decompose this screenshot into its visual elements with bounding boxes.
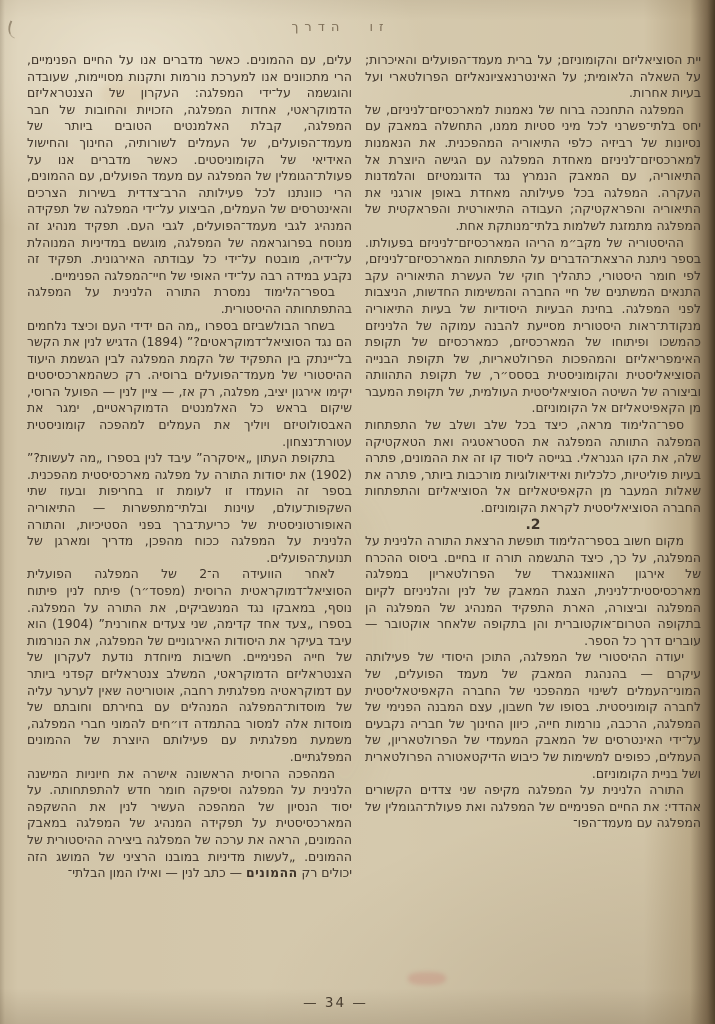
- paragraph: מקום חשוב בספר־הלימוד תופשת הרצאת התורה הלנינית על המפלגה, על כך, כיצד התגשמה תורה זו בחיים. ביסוס ההכרח של אירגון האוואנגארד של הפרולטאריון במפלגה מארכסיסטית־לנינית, הצגת המאבק של לנין והלניניזם לקיום המפלגה וביצורה, הארת התפקיד המנהיג של המפלגה הן בתקופה הטרום־אוקטוברית והן בתקופה שלאחר אוקטובר — עוברים דרך כל הספר.: [365, 533, 701, 648]
- paragraph: המפלגה התחנכה ברוח של נאמנות למארכסיזם־לניניזם, של יחס בלתי־פשרני לכל מיני סטיות ממנו, התחשלה במאבק עם נסיונות של רביזיה כלפי התיאוריה המהפכנית. את הנאמנות למארכסיזם־לניניזם מאחדת המפלגה עם הגישה היוצרת אל התיאוריה, עם המאבק הנמרץ נגד הדוגמטיזם והלמדנות העקרה. המפלגה בכל פעילותה מאחדת באופן אורגני את התיאוריה והפראקטיקה; העבודה התיאורטית והפראקטית של המפלגה מתמזגת לשלמות בלתי־מנותקת אחת.: [365, 101, 701, 233]
- paper-stain: [408, 972, 446, 985]
- paragraph: ספר־הלימוד מראה, כיצד בכל שלב ושלב של התפתחות המפלגה התוותה המפלגה את הסטראטגיה ואת הטאקטיקה שלה, את הקו הגנראלי. בגייסה ליסוד קו זה את ההמונים, פתרה בעיות פוליטיות, כלכליות ואידיאולוגיות מורכבות ביותר, פתרה את שאלות המעבר מן הקאפיטאליזם אל הסוציאליזם והתפתחות החברה הסוציאליסטית לקראת הקומוניזם.: [365, 417, 701, 516]
- paragraph: לאחר הוועידה ה־2 של המפלגה הפועלית הסוציאל־דמוקראטית הרוסית (מפסד״ר) פיתח לנין פיתוח נוסף, במאבקו נגד המנשביקים, את התורה על המפלגה. בספרו „צעד אחד קדימה, שני צעדים אחורנית” (1904) הוא עיבד בעיקר את היסודות האירגוניים של המפלגה, את הנורמות של חייה הפנימיים. חשיבות מיוחדת נודעת לעקרון של הצנטראליזם הדמוקראטי, המשלב צנטראליזם קפדני ביותר עם דמוקראטיה מפלגתית רחבה, אוטוריטה שאין לערער עליה של מוסדות־המפלגה המנהלים עם בחירתם וחובתם של מוסדות אלה למסור בהתמדה דו״חים להמוני חברי המפלגה, משמעת מפלגתית עם פעילותם היוצרת של ההמונים המפלגתיים.: [27, 566, 353, 764]
- text-column-right: [365, 52, 701, 832]
- paragraph: יעודה ההיסטורי של המפלגה, התוכן היסודי של פעילותה עיקרם — בהנהגת המאבק של מעמד הפועלים, של המוני־העמלים לשינוי המהפכני של החברה הקאפיטאליסטית לחברה קומוניסטית. בסופו של חשבון, עצם המבנה הפנימי של המפלגה, הרכבה, נורמות חייה, כיוון החינוך של חבריה נקבעים על־ידי האינטרסים של המאבק המעמדי של הפרולטאריון, של העמלים, כפופים למשימות של כיבוש הדיקטאטורה הפרולטארית ושל בניית הקומוניזם.: [365, 649, 701, 781]
- section-number: 2.: [525, 516, 541, 533]
- paragraph: בשחר הבולשביזם בספרו „מה הם ידידי העם וכיצד נלחמים הם נגד הסוציאל־דמוקראטים?” (1894) הדגיש לנין את הקשר בל־יינתק בין התפקיד של הקמת המפלגה לבין הגשמת היעוד ההיסטורי של מעמד־הפועלים ברוסיה. רק כשהמארכסיסטים יקימו אירגון יציב, מפלגה, רק אז, — ציין לנין — הפועל הרוסי, שיקום בראש כל האלמנטים הדמוקראטיים, ימגר את האבסולוטיזם ויוליך את העמלים למהפכה קומוניסטית עטורת־נצחון.: [27, 317, 353, 449]
- paragraph: בספר־הלימוד נמסרת התורה הלנינית על המפלגה בהתפתחותה ההיסטורית.: [27, 284, 352, 316]
- paragraph: עלים, עם ההמונים. כאשר מדברים אנו על החיים הפנימיים, הרי מתכוונים אנו למערכת נורמות ותקנות מסויימות, שעובדה והוגשמה על־ידי המפלגה: העקרון של הצנטראליזם הדמוקראטי, אחדות המפלגה, הזכויות והחובות של חבר המפלגה, קבלת האלמנטים הטובים ביותר של מעמד־הפועלים, של העמלים לשורותיה, החינוך והחישול האידיאי של הקומוניסטים. כאשר מדברים אנו על פעולת־הגומלין של המפלגה עם מעמד הפועלים, עם ההמונים, הרי כוונתנו לכל פעילותה הרב־צדדית בשירות הצרכים והאינטרסים של העמלים, הביצוע על־ידי המפלגה של תפקידה המנהיג לגבי מעמד־הפועלים, לגבי העם. תפקיד מנהיג זה מנוסח בפרוגראמה של המפלגה, מוגשם במדיניות המנוהלת על־ידיה, מובטח על־ידי כל עבודתה האירגונית. תפקיד זה נקבע במידה רבה על־ידי האופי של חיי־המפלגה הפנימיים.: [27, 52, 352, 283]
- text-column-left: [27, 52, 352, 882]
- paragraph: יית הסוציאליזם והקומוניזם; על ברית מעמד־הפועלים והאיכרות; על השאלה הלאומית; על האינטרנאציונאליזם הפרולטארי ועל בעיות אחרות.: [365, 52, 701, 101]
- paragraph-text: המהפכה הרוסית הראשונה אישרה את חיוניות המישנה הלנינית על המפלגה וסיפקה חומר חדש להתפתחותה. על יסוד הנסיון של המהפכה העשיר לנין את ההשקפה המארכסיסטית על תפקידה המנהיג של המפלגה במאבק ההמונים, הראה את ערכה של המפלגה ביצירה ההיסטורית של ההמונים. „לעשות מדיניות במובנו הרציני של המושג הזה יכולים רק: [27, 765, 352, 881]
- emphasized-word: ההמונים: [245, 865, 298, 881]
- paragraph: ההיסטוריה של מקב״מ הריהו המארכסיזם־לניניזם בפעולתו. בספר ניתנת הרצאת־הדברים על התפתחות המארכסיזם־לניניזם, לפי חומר היסטורי, כתהליך חוקי של העשרת התיאוריה עקב התנאים המשתנים של חיי החברה והמשימות החדשות, הניצבות לפני המפלגה. בחינת הבעיות היסודיות של בעיות התיאוריה מנקודת־ראות היסטורית מסייעת להבנה עמוקה של הלניניזם כהמשכו ופיתוחו של המארכסיזם, כמארכסיזם של תקופת האימפריאליזם והמהפכות הפרולטאריות, של תקופת הבנייה הסוציאליסטית והקומוניסטית בססס״ר, של תקופת התהוותה וביצורה של השיטה הסוציאליסטית העולמית, של תקופת המעבר מן הקאפיטאליזם אל הקומוניזם.: [365, 234, 701, 416]
- paragraph: התורה הלנינית על המפלגה מקיפה שני צדדים הקשורים אהדדי: את החיים הפנימיים של המפלגה ואת פעולת־הגומלין של המפלגה עם מעמד־הפו־: [365, 782, 701, 831]
- paragraph: בתקופת העתון „איסקרה” עיבד לנין בספרו „מה לעשות?” (1902) את יסודות התורה על מפלגה מארכסיסטית מהפכנית. בספר זה הועמדו זו לעומת זו בחריפות ובעוז שתי השקפות־עולם, עוינות ובלתי־מתפשרות — התיאוריה האופורטוניסטית של כריעת־ברך בפני הסטיכיות, והתורה הלנינית על המפלגה ככוח מהפכן, מדריך ומארגן של תנועת־הפועלים.: [27, 450, 352, 565]
- page-number: — 34 —: [303, 995, 368, 1011]
- paragraph-text: — כתב לנין — ואילו המון הבלתי־: [67, 865, 246, 881]
- paragraph: [27, 766, 352, 882]
- page-edge-shadow-left: [0, 0, 5, 1024]
- running-header: זו הדרך: [291, 20, 390, 35]
